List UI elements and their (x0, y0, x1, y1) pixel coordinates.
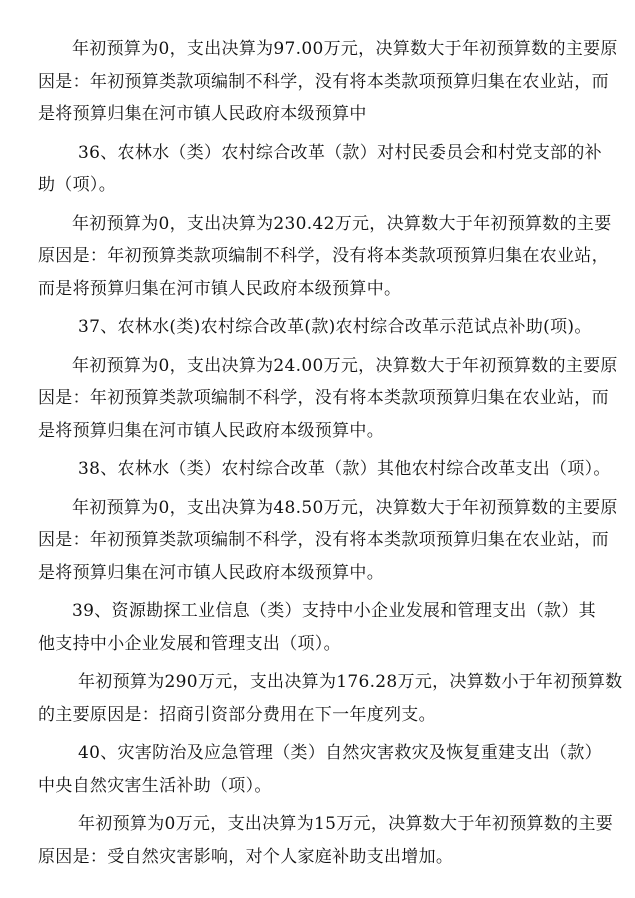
text-line: 因是：年初预算类款项编制不科学，没有将本类款项预算归集在农业站，而 (38, 530, 609, 550)
item-heading-37 (38, 311, 605, 344)
text-line: 是将预算归集在河市镇人民政府本级预算中。 (38, 420, 384, 441)
text-line: 年初预算为0，支出决算为24.00万元，决算数大于年初预算数的主要原 (72, 355, 618, 376)
body-paragraph (38, 350, 618, 448)
item-heading-40 (38, 737, 605, 802)
text-line: 年初预算为0，支出决算为48.50万元，决算数大于年初预算数的主要原 (72, 497, 618, 518)
body-paragraph (38, 808, 614, 873)
text-line: 他支持中小企业发展和管理支出（项）。 (38, 633, 341, 654)
text-line: 因是：年初预算类款项编制不科学，没有将本类款项预算归集在农业站，而 (38, 388, 609, 408)
text-line: 年初预算为0，支出决算为230.42万元，决算数大于年初预算数的主要 (72, 213, 612, 234)
item-heading-36 (38, 137, 605, 202)
body-paragraph (4, 33, 618, 131)
text-line: 原因是：年初预算类款项编制不科学，没有将本类款项预算归集在农业站， (38, 246, 609, 266)
text-line: 36、农林水（类）农村综合改革（款）对村民委员会和村党支部的补 (78, 142, 602, 163)
text-line: 年初预算为0，支出决算为97.00万元，决算数大于年初预算数的主要原 (72, 39, 618, 59)
text-line: 40、灾害防治及应急管理（类）自然灾害救灾及恢复重建支出（款） (78, 743, 602, 763)
text-line: 因是：年初预算类款项编制不科学，没有将本类款项预算归集在农业站，而 (38, 71, 609, 92)
text-line: 是将预算归集在河市镇人民政府本级预算中 (38, 104, 367, 124)
text-line: 的主要原因是：招商引资部分费用在下一年度列支。 (38, 704, 436, 725)
text-line: 而是将预算归集在河市镇人民政府本级预算中。 (38, 278, 402, 299)
body-paragraph (38, 492, 618, 590)
text-line: 年初预算为290万元，支出决算为176.28万元，决算数小于年初预算数 (78, 672, 623, 692)
body-paragraph (38, 666, 623, 731)
text-line: 助（项）。 (38, 175, 116, 195)
text-line: 是将预算归集在河市镇人民政府本级预算中。 (38, 562, 384, 583)
text-line: 37、农林水(类)农村综合改革(款)农村综合改革示范试点补助(项)。 (78, 317, 592, 337)
item-heading-39 (38, 595, 605, 660)
text-line: 年初预算为0万元，支出决算为15万元，决算数大于年初预算数的主要 (78, 814, 614, 834)
item-heading-38 (38, 453, 611, 486)
body-paragraph (38, 208, 612, 306)
text-line: 39、资源勘探工业信息（类）支持中小企业发展和管理支出（款）其 (72, 601, 596, 621)
text-line: 原因是：受自然灾害影响，对个人家庭补助支出增加。 (38, 846, 454, 867)
text-line: 38、农林水（类）农村综合改革（款）其他农村综合改革支出（项）。 (78, 459, 611, 479)
text-line: 中央自然灾害生活补助（项）。 (38, 775, 272, 796)
